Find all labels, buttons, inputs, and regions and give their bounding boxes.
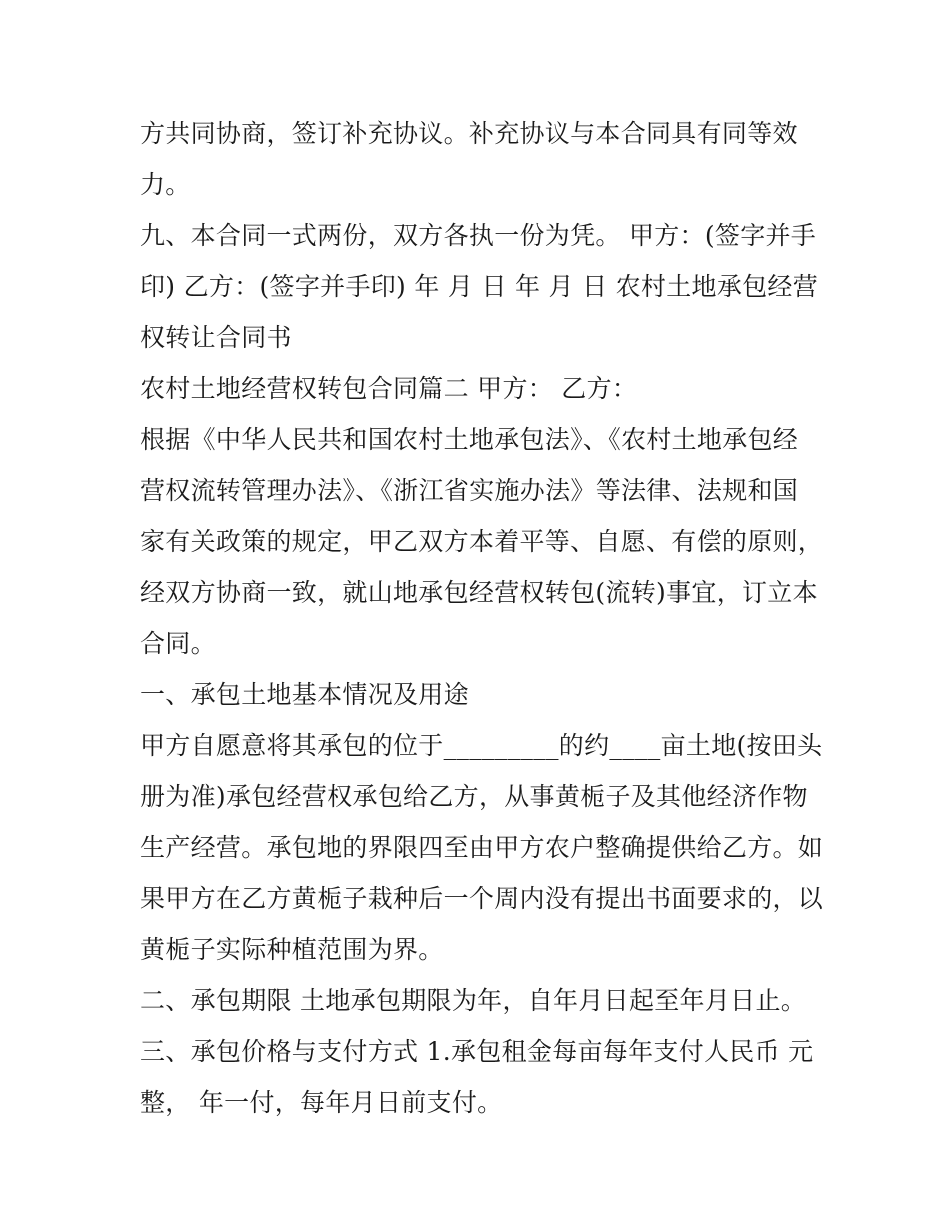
text-line: 力。 (140, 170, 191, 199)
text-line: 果甲方在乙方黄栀子栽种后一个周内没有提出书面要求的，以 (140, 884, 824, 913)
clause-heading: 三、承包价格与支付方式 1.承包租金每亩每年支付人民币 元 (140, 1037, 814, 1066)
text-line: 甲方自愿意将其承包的位于_________的约____亩土地(按田头 (140, 731, 823, 760)
text-line: 合同。 (140, 629, 216, 658)
text-line: 印) 乙方：(签字并手印) 年 月 日 年 月 日 农村土地承包经营 (140, 272, 819, 301)
section-heading: 农村土地经营权转包合同篇二 甲方： 乙方： (140, 374, 638, 403)
contract-text (140, 108, 824, 1128)
text-line: 营权流转管理办法》、《浙江省实施办法》等法律、法规和国 (140, 476, 799, 505)
text-line: 权转让合同书 (140, 323, 292, 352)
text-line: 根据《中华人民共和国农村土地承包法》、《农村土地承包经 (140, 425, 799, 454)
text-line: 方共同协商，签订补充协议。补充协议与本合同具有同等效 (140, 119, 798, 148)
text-line: 九、本合同一式两份，双方各执一份为凭。 甲方：(签字并手 (140, 221, 817, 250)
text-line: 家有关政策的规定，甲乙双方本着平等、自愿、有偿的原则， (140, 527, 824, 556)
text-line: 经双方协商一致，就山地承包经营权转包(流转)事宜，订立本 (140, 578, 818, 607)
text-line: 整， 年一付，每年月日前支付。 (140, 1088, 503, 1117)
clause-heading: 二、承包期限 土地承包期限为年，自年月日起至年月日止。 (140, 986, 807, 1015)
text-line: 生产经营。承包地的界限四至由甲方农户整确提供给乙方。如 (140, 833, 824, 862)
text-line: 黄栀子实际种植范围为界。 (140, 935, 444, 964)
text-line: 册为准)承包经营权承包给乙方，从事黄栀子及其他经济作物 (140, 782, 808, 811)
clause-heading: 一、承包土地基本情况及用途 (140, 680, 469, 709)
